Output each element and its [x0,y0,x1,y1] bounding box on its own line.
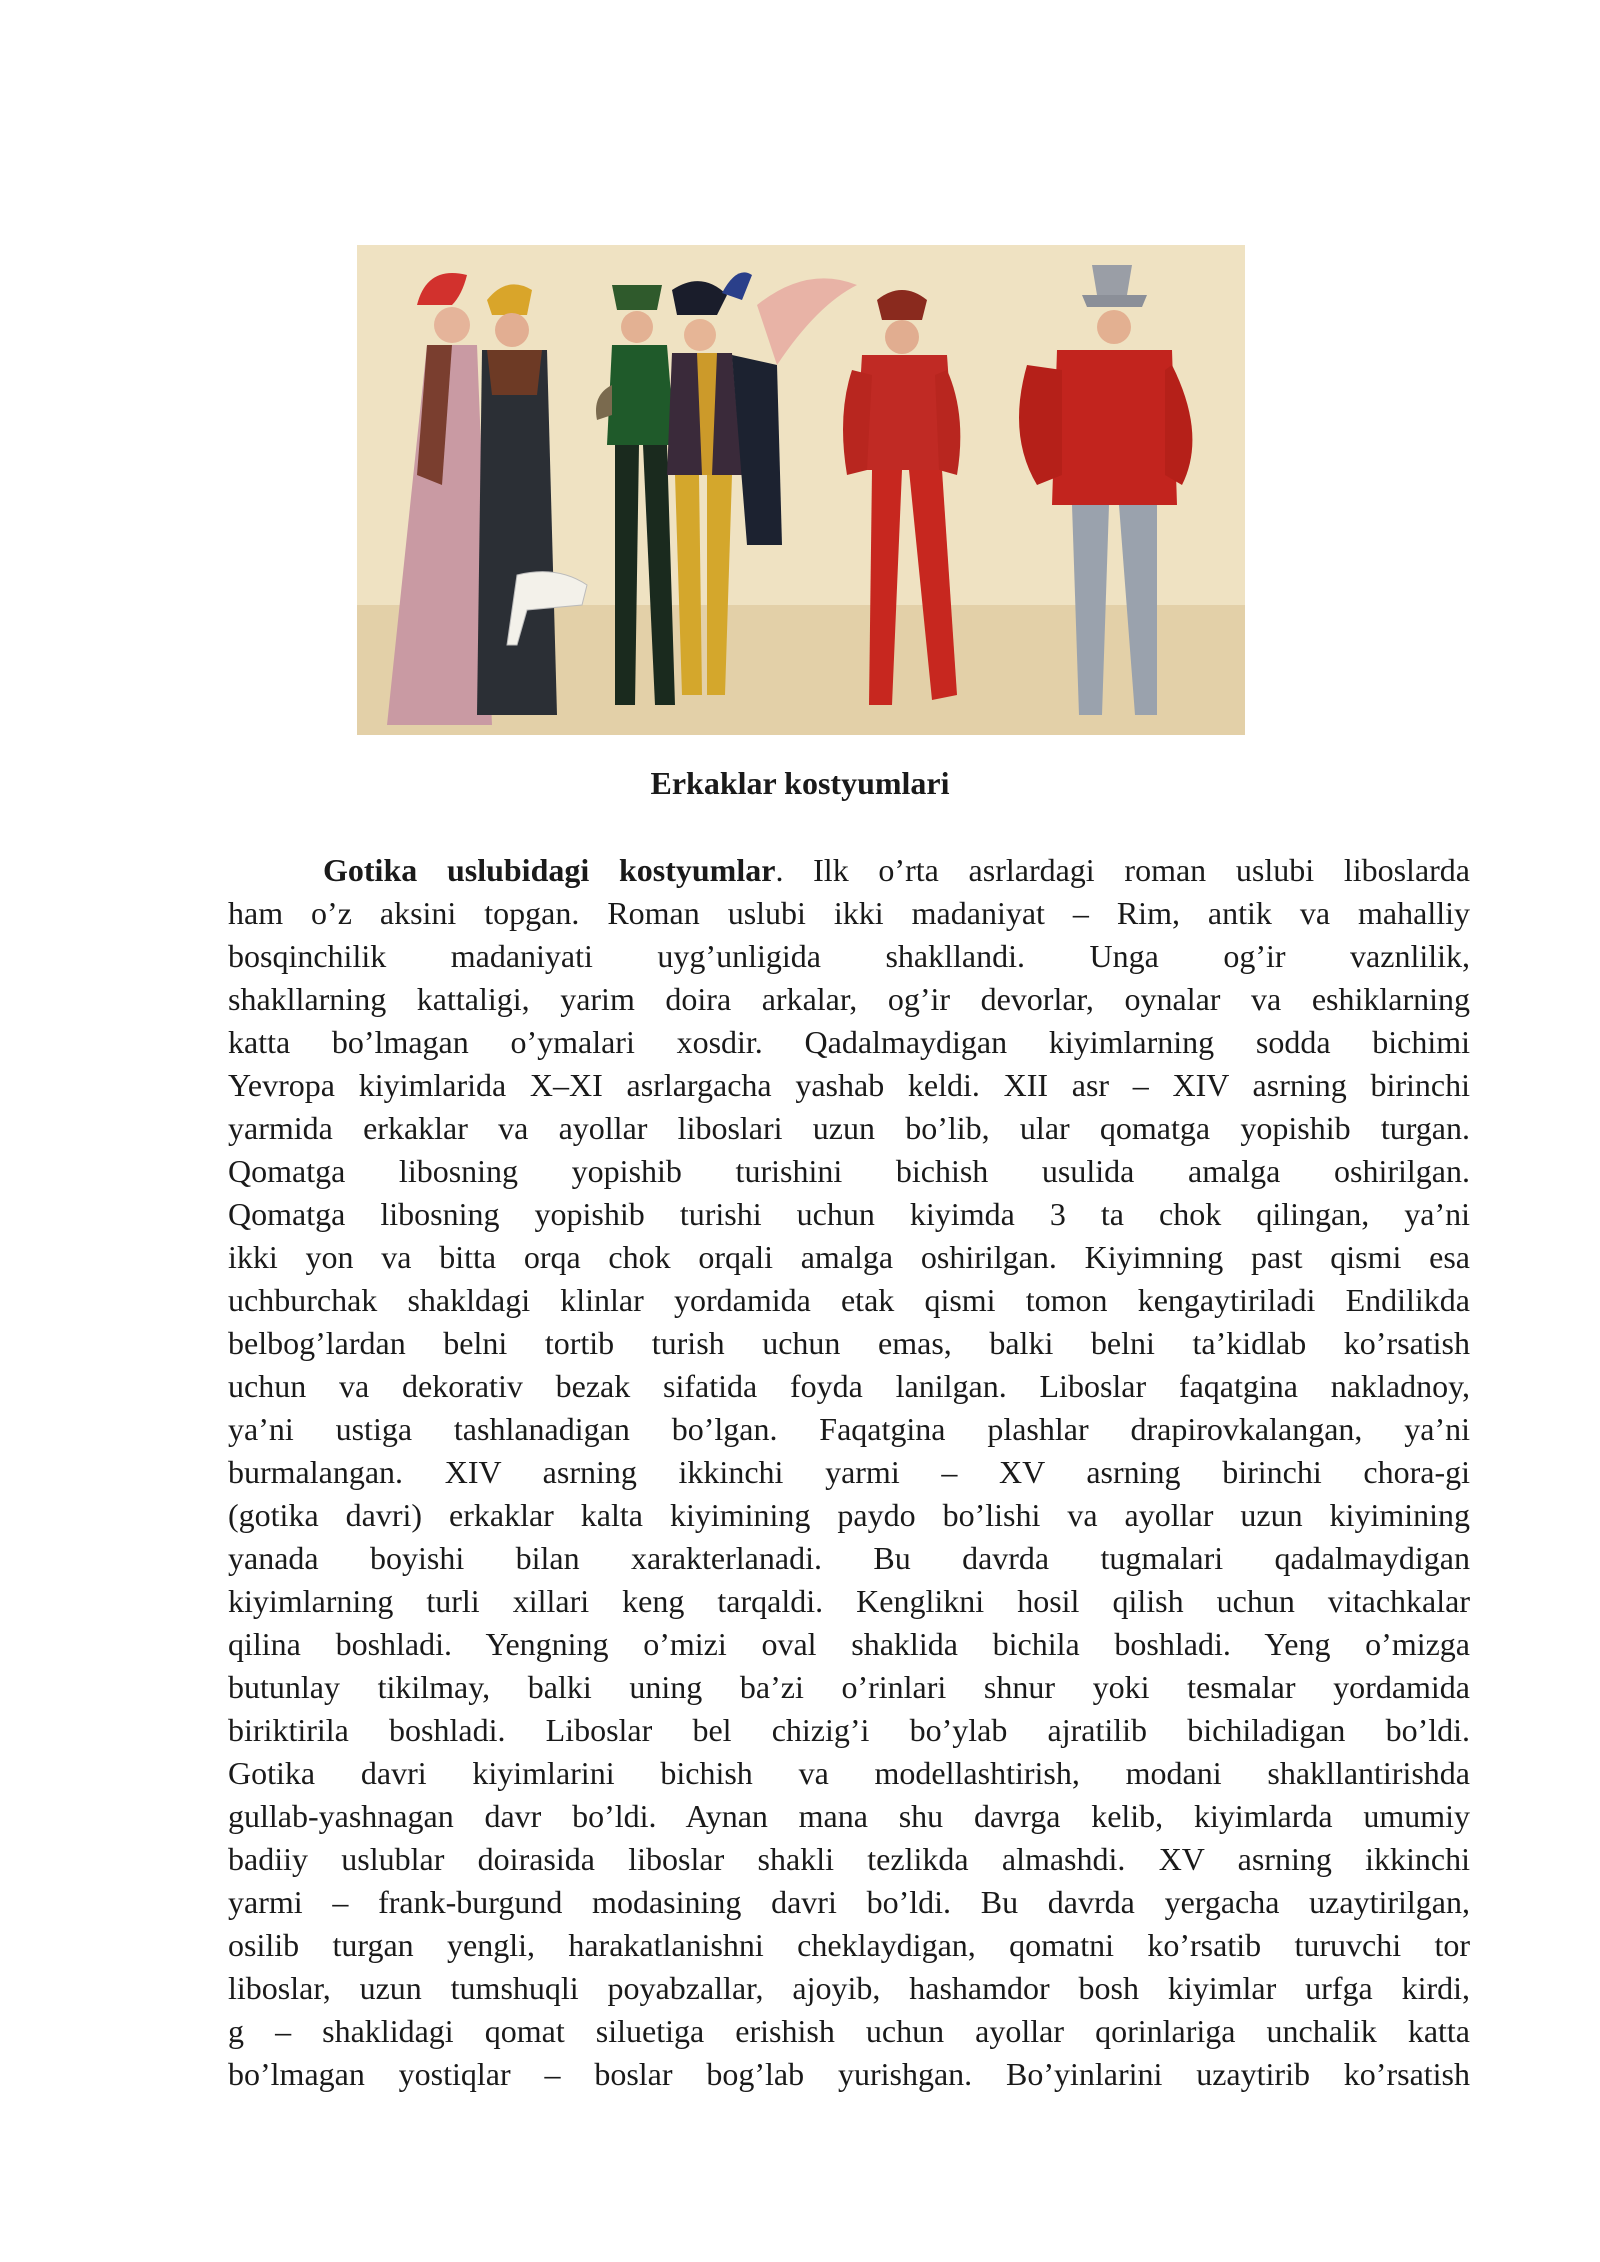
paragraph-line: Qomatga libosning yopishib turishi uchun kiyimda 3 ta chok qilingan, ya’ni [228,1196,1470,1232]
paragraph-line: ikki yon va bitta orqa chok orqali amalga oshirilgan. Kiyimning past qismi esa [228,1239,1470,1275]
paragraph-line: osilib turgan yengli, harakatlanishni cheklaydigan, qomatni ko’rsatib turuvchi tor [228,1927,1470,1963]
paragraph-line: katta bo’lmagan o’ymalari xosdir. Qadalmaydigan kiyimlarning sodda bichimi [228,1024,1470,1060]
paragraph-line: g – shaklidagi qomat siluetiga erishish uchun ayollar qorinlariga unchalik katta [228,2013,1470,2049]
paragraph-line: Gotika davri kiyimlarini bichish va modellashtirish, modani shakllantirishda [228,1755,1470,1791]
paragraph-line: kiyimlarning turli xillari keng tarqaldi. Kenglikni hosil qilish uchun vitachkalar [228,1583,1470,1619]
paragraph-line: qilina boshladi. Yengning o’mizi oval shaklida bichila boshladi. Yeng o’mizga [228,1626,1470,1662]
paragraph-line: liboslar, uzun tumshuqli poyabzallar, ajoyib, hashamdor bosh kiyimlar urfga kirdi, [228,1970,1470,2006]
paragraph-line: yarmi – frank-burgund modasining davri bo’ldi. Bu davrda yergacha uzaytirilgan, [228,1884,1470,1920]
paragraph-line: shakllarning kattaligi, yarim doira arkalar, og’ir devorlar, oynalar va eshiklarning [228,981,1470,1017]
paragraph-line: ya’ni ustiga tashlanadigan bo’lgan. Faqatgina plashlar drapirovkalangan, ya’ni [228,1411,1470,1447]
paragraph-line: belbog’lardan belni tortib turish uchun emas, balki belni ta’kidlab ko’rsatish [228,1325,1470,1361]
body-paragraph [228,849,1470,2096]
paragraph-line: biriktirila boshladi. Liboslar bel chizig’i bo’ylab ajratilib bichiladigan bo’ldi. [228,1712,1470,1748]
paragraph-line: uchun va dekorativ bezak sifatida foyda lanilgan. Liboslar faqatgina nakladnoy, [228,1368,1470,1404]
paragraph-line: Yevropa kiyimlarida X–XI asrlargacha yashab keldi. XII asr – XIV asrning birinchi [228,1067,1470,1103]
paragraph-line: Gotika uslubidagi kostyumlar. Ilk o’rta asrlardagi roman uslubi liboslarda [323,852,1470,888]
paragraph-line: yarmida erkaklar va ayollar liboslari uzun bo’lib, ular qomatga yopishib turgan. [228,1110,1470,1146]
paragraph-line: badiiy uslublar doirasida liboslar shakli tezlikda almashdi. XV asrning ikkinchi [228,1841,1470,1877]
paragraph-lead: Gotika uslubidagi kostyumlar [323,852,776,888]
paragraph-line: ham o’z aksini topgan. Roman uslubi ikki madaniyat – Rim, antik va mahalliy [228,895,1470,931]
paragraph-line: bo’lmagan yostiqlar – boslar bog’lab yurishgan. Bo’yinlarini uzaytirib ko’rsatish [228,2056,1470,2092]
figure-caption: Erkaklar kostyumlari [650,765,950,801]
paragraph-line: bosqinchilik madaniyati uyg’unligida shakllandi. Unga og’ir vaznlilik, [228,938,1470,974]
paragraph-line: burmalangan. XIV asrning ikkinchi yarmi – XV asrning birinchi chora-gi [228,1454,1470,1490]
paragraph-line: uchburchak shakldagi klinlar yordamida etak qismi tomon kengaytiriladi Endilikda [228,1282,1470,1318]
paragraph-line: (gotika davri) erkaklar kalta kiyimining paydo bo’lishi va ayollar uzun kiyimining [228,1497,1470,1533]
paragraph-line: butunlay tikilmay, balki uning ba’zi o’rinlari shnur yoki tesmalar yordamida [228,1669,1470,1705]
paragraph-line: Qomatga libosning yopishib turishini bichish usulida amalga oshirilgan. [228,1153,1470,1189]
paragraph-line: yanada boyishi bilan xarakterlanadi. Bu davrda tugmalari qadalmaydigan [228,1540,1470,1576]
gothic-costumes-picture [357,245,1245,735]
costume-illustration [357,245,1245,735]
paragraph-line: gullab-yashnagan davr bo’ldi. Aynan mana shu davrga kelib, kiyimlarda umumiy [228,1798,1470,1834]
